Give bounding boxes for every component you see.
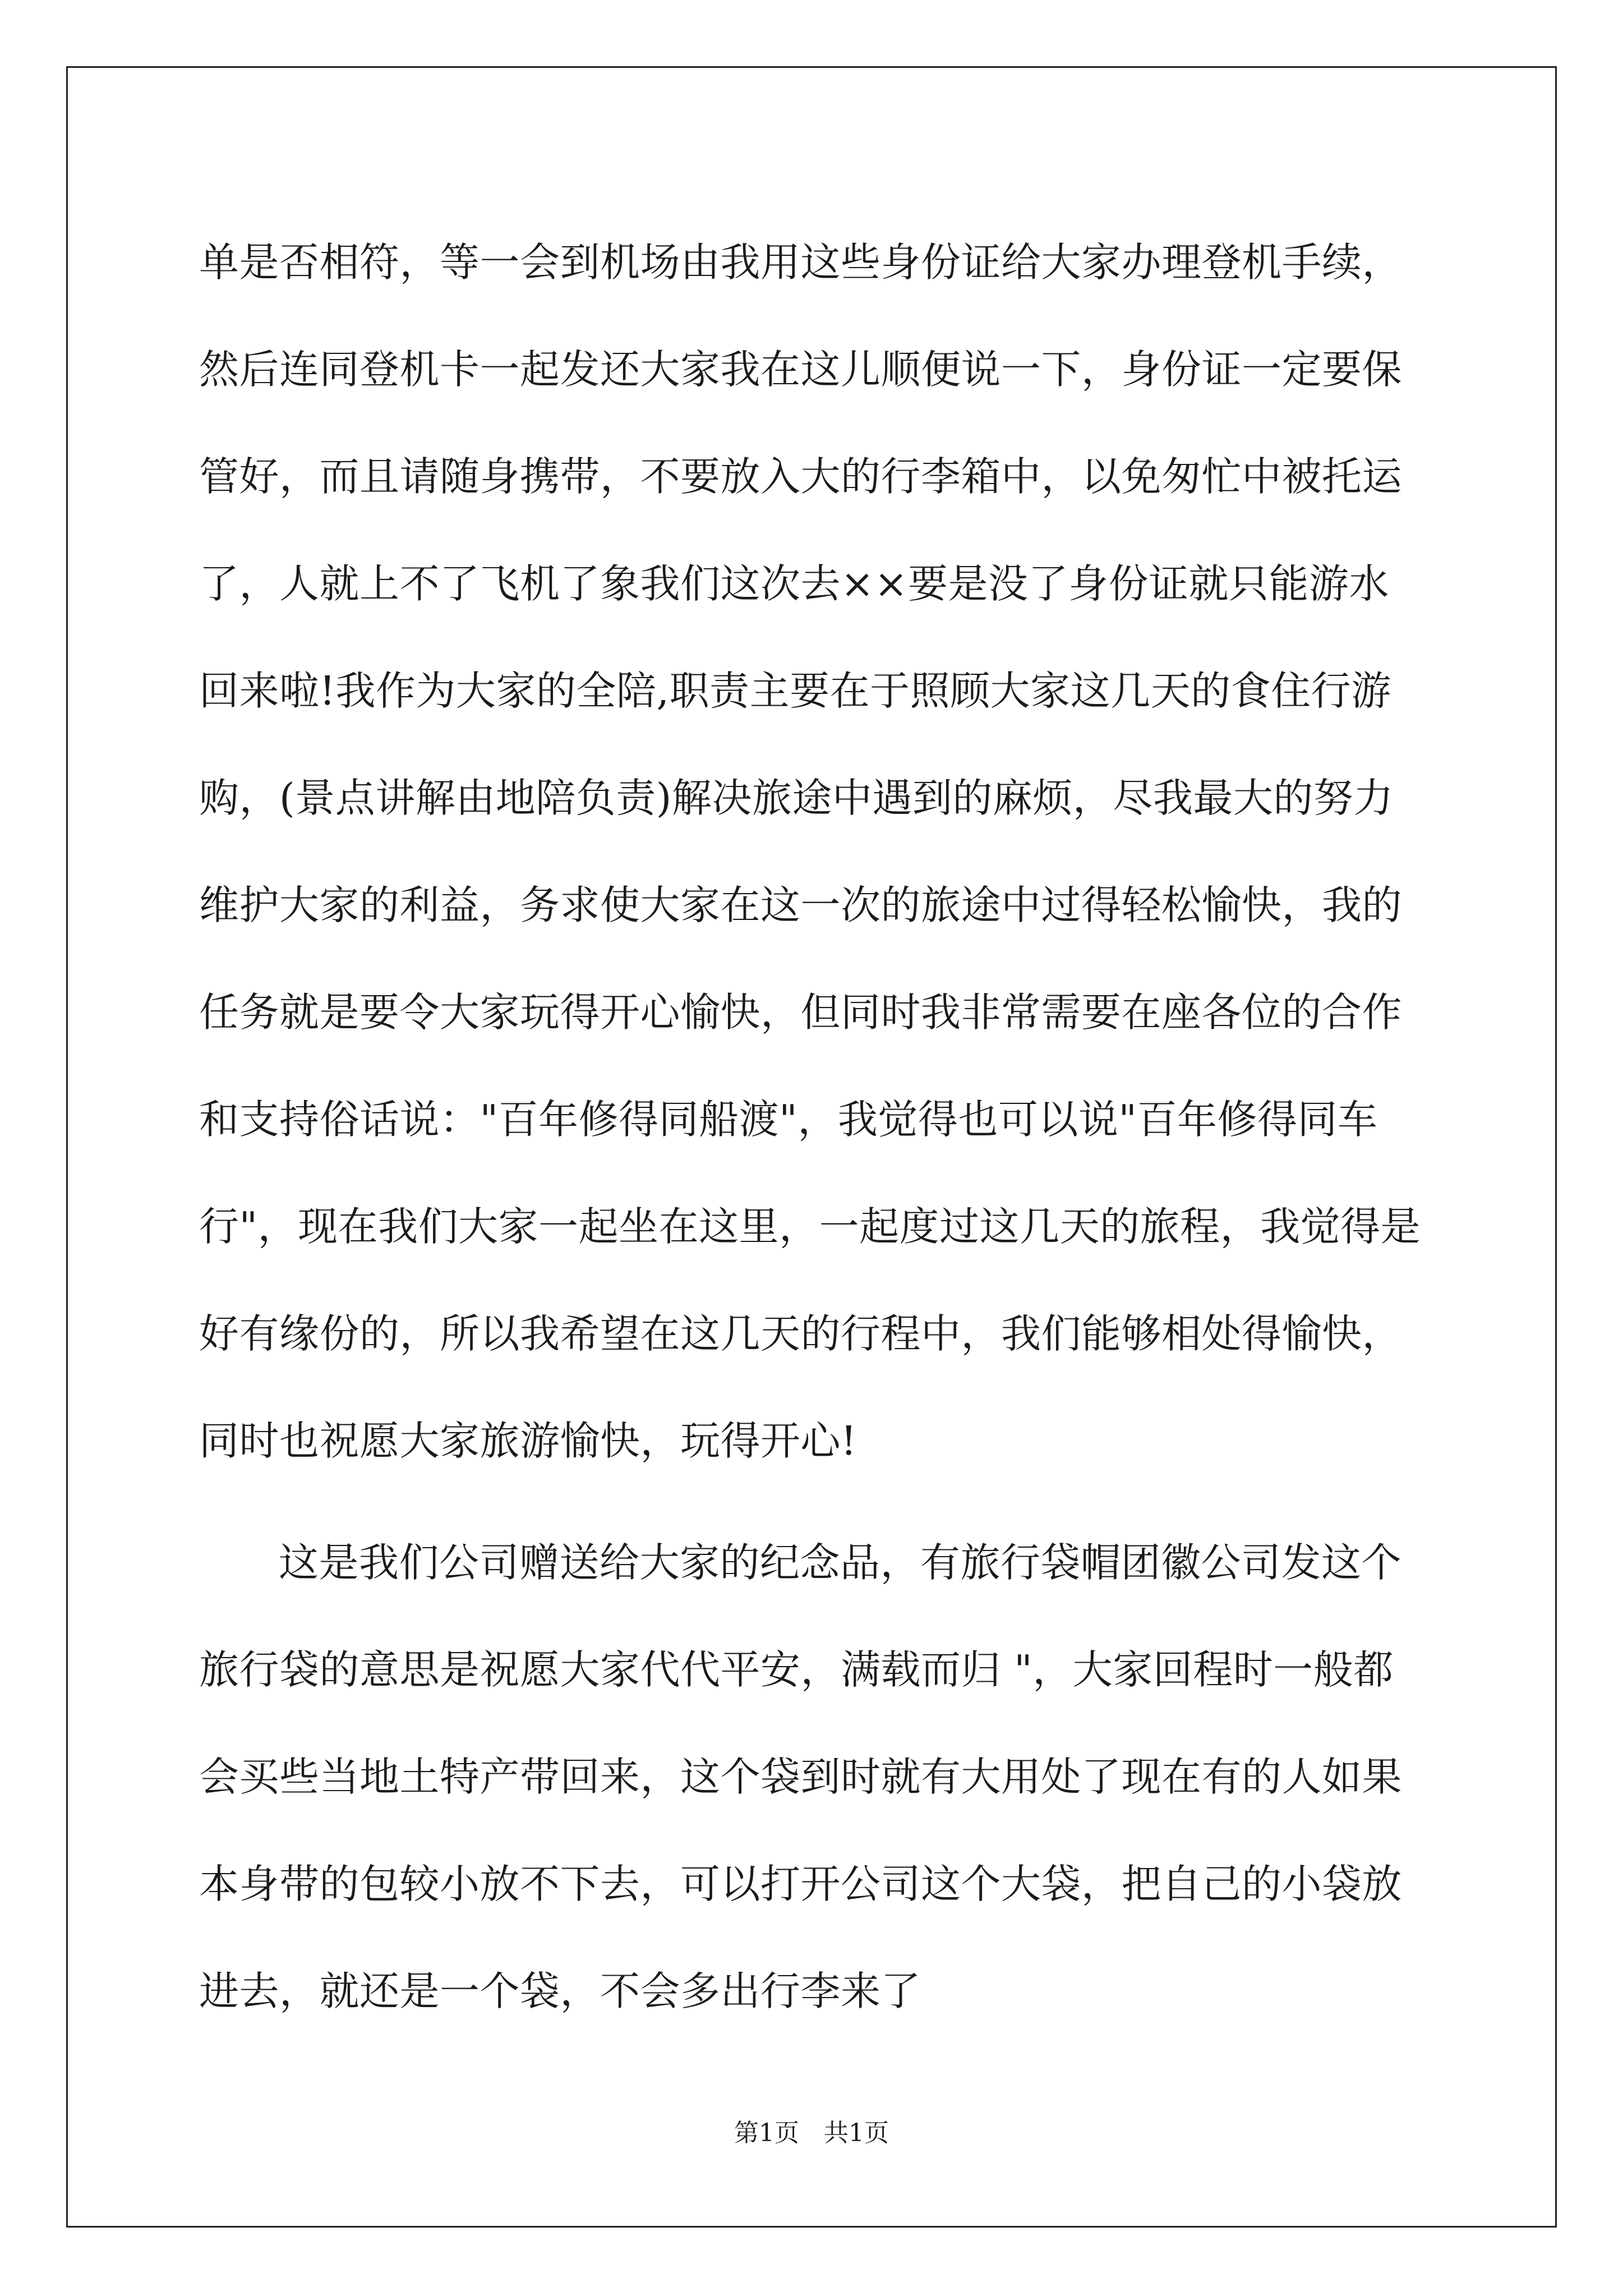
text-line: 进去，就还是一个袋，不会多出行李来了 [199, 1968, 921, 2014]
text-line: 单是否相符，等一会到机场由我用这些身份证给大家办理登机手续， [199, 239, 1403, 286]
page-footer [0, 2118, 1623, 2149]
text-line: 好有缘份的，所以我希望在这几天的行程中，我们能够相处得愉快， [199, 1310, 1403, 1357]
text-line: 这是我们公司赠送给大家的纪念品，有旅行袋帽团徽公司发这个 [279, 1539, 1402, 1586]
text-line: 回来啦!我作为大家的全陪,职责主要在于照顾大家这几天的食住行游 [199, 668, 1391, 714]
text-line: 了，人就上不了飞机了象我们这次去××要是没了身份证就只能游水 [199, 560, 1389, 607]
text-line: 会买些当地土特产带回来，这个袋到时就有大用处了现在有的人如果 [199, 1754, 1403, 1800]
paragraph-2 [199, 1509, 1424, 2045]
text-line: 购，(景点讲解由地陪负责)解决旅途中遇到的麻烦，尽我最大的努力 [199, 775, 1394, 821]
text-line: 和支持俗话说："百年修得同船渡"，我觉得也可以说"百年修得同车 [199, 1096, 1378, 1143]
text-line: 行"，现在我们大家一起坐在这里，一起度过这几天的旅程，我觉得是 [199, 1203, 1421, 1250]
page-number: 第1页 [734, 2119, 799, 2147]
text-line: 本身带的包较小放不下去，可以打开公司这个大袋，把自己的小袋放 [199, 1861, 1403, 1907]
text-line: 同时也祝愿大家旅游愉快，玩得开心! [199, 1418, 857, 1464]
text-line: 维护大家的利益，务求使大家在这一次的旅途中过得轻松愉快，我的 [199, 882, 1403, 928]
text-line: 任务就是要令大家玩得开心愉快，但同时我非常需要在座各位的合作 [199, 989, 1403, 1036]
text-line: 管好，而且请随身携带，不要放入大的行李箱中，以免匆忙中被托运 [199, 453, 1403, 500]
page-total: 共1页 [824, 2119, 889, 2147]
text-line: 然后连同登机卡一起发还大家我在这儿顺便说一下，身份证一定要保 [199, 346, 1403, 393]
paragraph-1 [199, 209, 1424, 1494]
document-body [199, 209, 1424, 2045]
text-line: 旅行袋的意思是祝愿大家代代平安，满载而归 "，大家回程时一般都 [199, 1646, 1394, 1693]
